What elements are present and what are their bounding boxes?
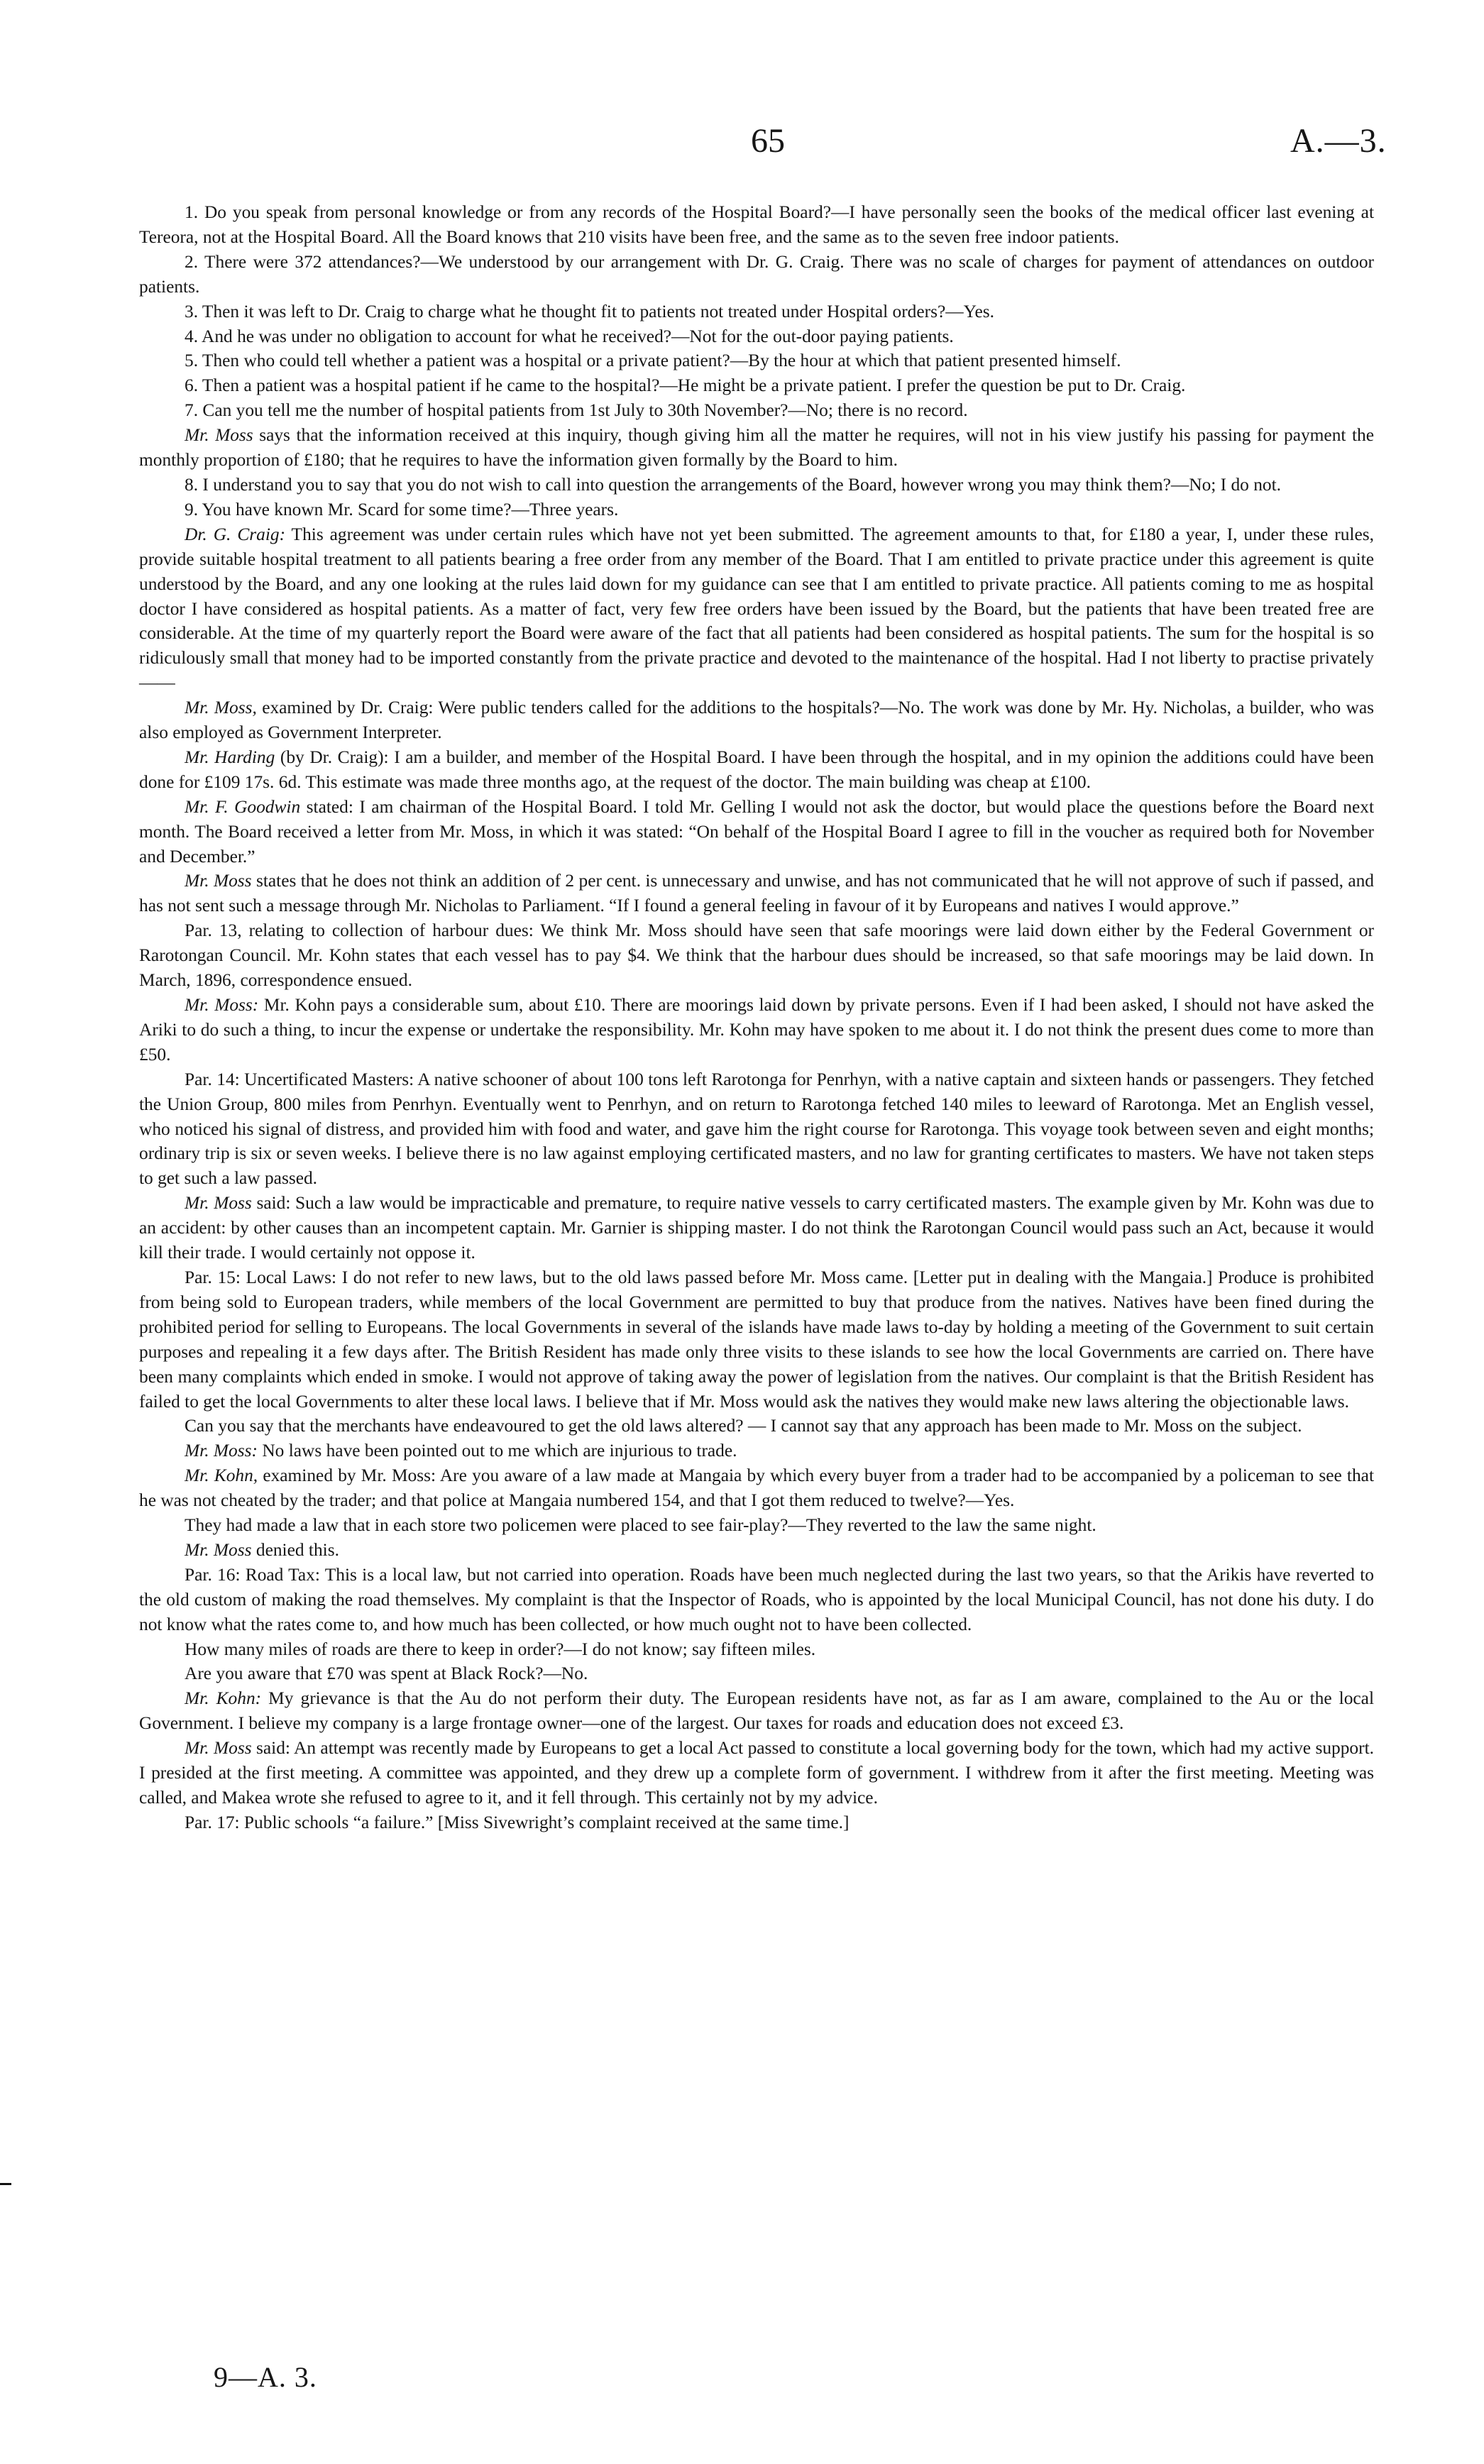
margin-mark: [0, 2183, 11, 2185]
paragraph: [139, 1463, 1374, 1513]
paragraph: [139, 423, 1374, 473]
paragraph-text: 5. Then who could tell whether a patient was a hospital or a private patient?—By the hour at which that patient presented himself.: [185, 351, 1121, 371]
paragraph: [139, 522, 1374, 695]
paragraph: [139, 695, 1374, 745]
speaker-name: Mr. Moss: [185, 1539, 252, 1560]
paragraph: [139, 1067, 1374, 1192]
paragraph: [139, 1265, 1374, 1414]
paragraph: [139, 918, 1374, 993]
speaker-name: Mr. Moss:: [185, 1441, 258, 1461]
paragraph-text: 2. There were 372 attendances?—We understood by our arrangement with Dr. G. Craig. There was no scale of charges for payment of attendances on outdoor patients.: [139, 251, 1374, 297]
paragraph-text: said: Such a law would be impracticable and premature, to require native vessels to carry certificated masters. The example given by Mr. Kohn was due to an accident: by other causes than an incompetent captain. Mr. Garnier is shipping master. I do not think the Rarotongan Council would pass such an Act, because it would kill their trade. I would certainly not oppose it.: [139, 1193, 1374, 1263]
paragraph: [139, 1661, 1374, 1686]
speaker-name: Mr. F. Goodwin: [185, 796, 301, 817]
speaker-name: Dr. G. Craig:: [185, 524, 286, 544]
paragraph-text: Par. 15: Local Laws: I do not refer to new laws, but to the old laws passed before Mr. Moss came. [Letter put in dealing with the Mangaia.] Produce is prohibited from being sold to European traders, while members of the local Government are permitted to buy that produce from the natives. Natives have been fined during the prohibited period for selling to Europeans. The local Governments in several of the islands have made laws to-day by holding a meeting of the Government to suit certain purposes and repealing it a few days after. The British Resident has made only three visits to these islands to see how the local Governments are carried on. There have been many complaints which ended in smoke. I would not approve of taking away the power of legislation from the natives. Our complaint is that the British Resident has failed to get the local Governments to alter these local laws. I believe that if Mr. Moss would ask the natives they would make new laws altering the objectionable laws.: [139, 1267, 1374, 1412]
paragraph-text: denied this.: [251, 1539, 339, 1560]
paragraph-text: Mr. Kohn pays a considerable sum, about £10. There are moorings laid down by private persons. Even if I had been asked, I should not have asked the Ariki to do such a thing, to incur the expense or undertake the responsibility. Mr. Kohn may have spoken to me about it. I do not think the present dues come to more than £50.: [139, 995, 1375, 1065]
paragraph: [139, 1538, 1374, 1563]
paragraph-text: 9. You have known Mr. Scard for some time?—Three years.: [185, 499, 619, 519]
paragraph-text: Par. 17: Public schools “a failure.” [Miss Sivewright’s complaint received at the same time.]: [185, 1812, 850, 1832]
paragraph-text: states that he does not think an addition of 2 per cent. is unnecessary and unwise, and has not communicated that he will not approve of such if passed, and has not sent such a message through Mr. Nicholas to Parliament. “If I found a general feeling in favour of it by Europeans and natives I would approve.”: [139, 871, 1374, 916]
paragraph-text: This agreement was under certain rules which have not yet been submitted. The agreement amounts to that, for £180 a year, I, under these rules, provide suitable hospital treatment to all patients bearing a free order from any member of the Board. That I am entitled to private practice under this agreement is quite understood by the Board, and any one looking at the rules laid down for my guidance can see that I am entitled to private practice. All patients coming to me as hospital doctor I have considered as hospital patients. As a matter of fact, very few free orders have been issued by the Board, but the patients that have been treated free are considerable. At the time of my quarterly report the Board were aware of the fact that all patients had been considered as hospital patients. The sum for the hospital is so ridiculously small that money had to be imported constantly from the private practice and devoted to the maintenance of the hospital. Had I not liberty to practise privately ——: [139, 524, 1374, 693]
paragraph: [139, 1637, 1374, 1662]
paragraph: [139, 348, 1374, 373]
paragraph-text: Can you say that the merchants have endeavoured to get the old laws altered? — I cannot say that any approach has been made to Mr. Moss on the subject.: [185, 1416, 1302, 1436]
paragraph: [139, 398, 1374, 423]
document-body: [139, 200, 1374, 1835]
document-reference: A.—3.: [1290, 122, 1387, 160]
paragraph-text: says that the information received at this inquiry, though giving him all the matter he requires, will not in his view justify his passing for payment the monthly proportion of £180; that he requires to have the information given formally by the Board to him.: [139, 425, 1374, 471]
paragraph: [139, 745, 1374, 795]
paragraph: [139, 299, 1374, 324]
paragraph-text: Par. 13, relating to collection of harbour dues: We think Mr. Moss should have seen that safe moorings were laid down either by the Federal Government or Rarotongan Council. Mr. Kohn states that each vessel has to pay $4. We think that the harbour dues should be increased, so that safe moorings may be laid down. In March, 1896, correspondence ensued.: [139, 920, 1374, 991]
paragraph-text: examined by Mr. Moss: Are you aware of a law made at Mangaia by which every buyer from a trader had to be accompanied by a policeman to see that he was not cheated by the trader; and that police at Mangaia numbered 154, and that I got them reduced to twelve?—Yes.: [139, 1465, 1374, 1511]
paragraph-text: 4. And he was under no obligation to account for what he received?—Not for the out-door paying patients.: [185, 326, 954, 346]
paragraph-text: 8. I understand you to say that you do not wish to call into question the arrangements of the Board, however wrong you may think them?—No; I do not.: [185, 474, 1282, 495]
speaker-name: Mr. Harding: [185, 747, 275, 767]
paragraph-text: Par. 16: Road Tax: This is a local law, but not carried into operation. Roads have been much neglected during the last two years, so that the Arikis have reverted to the old custom of making the road themselves. My complaint is that the Inspector of Roads, who is appointed by the local Municipal Council, has not done his duty. I do not know what the rates come to, and how much has been collected, or how much ought not to have been collected.: [139, 1564, 1374, 1634]
paragraph-text: Are you aware that £70 was spent at Black Rock?—No.: [185, 1663, 588, 1684]
paragraph-text: 1. Do you speak from personal knowledge or from any records of the Hospital Board?—I have personally seen the books of the medical officer last evening at Tereora, not at the Hospital Board. All the Board knows that 210 visits have been free, and the same as to the seven free indoor patients.: [139, 202, 1374, 247]
paragraph: [139, 1513, 1374, 1538]
paragraph-text: examined by Dr. Craig: Were public tenders called for the additions to the hospitals?—No. The work was done by Mr. Hy. Nicholas, a builder, who was also employed as Government Interpreter.: [139, 698, 1374, 743]
paragraph-text: How many miles of roads are there to keep in order?—I do not know; say fifteen miles.: [185, 1639, 816, 1659]
paragraph: [139, 1810, 1374, 1835]
paragraph: [139, 1191, 1374, 1265]
paragraph-text: Par. 14: Uncertificated Masters: A native schooner of about 100 tons left Rarotonga for Penrhyn, with a native captain and sixteen hands or passengers. They fetched the Union Group, 800 miles from Penrhyn. Eventually went to Penrhyn, and on return to Rarotonga fetched 140 miles to leeward of Rarotonga. Met an English vessel, who noticed his signal of distress, and provided him with food and water, and gave him the right course for Rarotonga. This voyage took between seven and eight months; ordinary trip is six or seven weeks. I believe there is no law against employing certificated masters, and no law for granting certificates to masters. We have not taken steps to get such a law passed.: [139, 1069, 1374, 1189]
paragraph-text: 6. Then a patient was a hospital patient if he came to the hospital?—He might be a private patient. I prefer the question be put to Dr. Craig.: [185, 375, 1186, 396]
speaker-name: Mr. Kohn:: [185, 1688, 262, 1709]
paragraph-text: They had made a law that in each store two policemen were placed to see fair-play?—They reverted to the law the same night.: [185, 1515, 1096, 1536]
page-number: 65: [751, 122, 785, 160]
paragraph-text: 7. Can you tell me the number of hospital patients from 1st July to 30th November?—No; there is no record.: [185, 400, 968, 421]
speaker-name: Mr. Moss: [185, 1193, 252, 1214]
paragraph-text: No laws have been pointed out to me which are injurious to trade.: [257, 1441, 737, 1461]
paragraph-text: My grievance is that the Au do not perform their duty. The European residents have not, as far as I am aware, complained to the Au or the local Government. I believe my company is a large frontage owner—one of the largest. Our taxes for roads and education does not exceed £3.: [139, 1688, 1374, 1734]
speaker-name: Mr. Moss: [185, 871, 252, 891]
paragraph: [139, 1686, 1374, 1736]
speaker-name: Mr. Moss: [185, 1738, 252, 1759]
paragraph: [139, 324, 1374, 349]
paragraph: [139, 1414, 1374, 1439]
speaker-name: Mr. Moss: [185, 425, 253, 446]
paragraph: [139, 250, 1374, 299]
speaker-name: Mr. Moss,: [185, 698, 257, 718]
paragraph-text: said: An attempt was recently made by Europeans to get a local Act passed to constitute a local governing body for the town, which had my active support. I presided at the first meeting. A committee was appointed, and they drew up a complete form of government. I withdrew from it after the first meeting. Meeting was called, and Makea wrote she refused to agree to it, and it fell through. This certainly not by my advice.: [139, 1738, 1374, 1808]
paragraph-text: (by Dr. Craig): I am a builder, and member of the Hospital Board. I have been through the hospital, and in my opinion the additions could have been done for £109 17s. 6d. This estimate was made three months ago, at the request of the doctor. The main building was cheap at £100.: [139, 747, 1374, 792]
paragraph: [139, 993, 1374, 1067]
paragraph-text: stated: I am chairman of the Hospital Board. I told Mr. Gelling I would not ask the doctor, but would place the questions before the Board next month. The Board received a letter from Mr. Moss, in which it was stated: “On behalf of the Hospital Board I agree to fill in the voucher as required both for November and December.”: [139, 796, 1374, 867]
paragraph: [139, 1736, 1374, 1810]
paragraph: [139, 200, 1374, 250]
speaker-name: Mr. Kohn,: [185, 1465, 258, 1486]
paragraph: [139, 473, 1374, 497]
paragraph-text: 3. Then it was left to Dr. Craig to charge what he thought fit to patients not treated under Hospital orders?—Yes.: [185, 301, 994, 321]
paragraph: [139, 795, 1374, 869]
paragraph: [139, 373, 1374, 398]
speaker-name: Mr. Moss:: [185, 995, 259, 1015]
paragraph: [139, 869, 1374, 918]
signature-mark: 9—A. 3.: [214, 2361, 317, 2393]
paragraph: [139, 1439, 1374, 1463]
paragraph: [139, 497, 1374, 522]
paragraph: [139, 1563, 1374, 1637]
